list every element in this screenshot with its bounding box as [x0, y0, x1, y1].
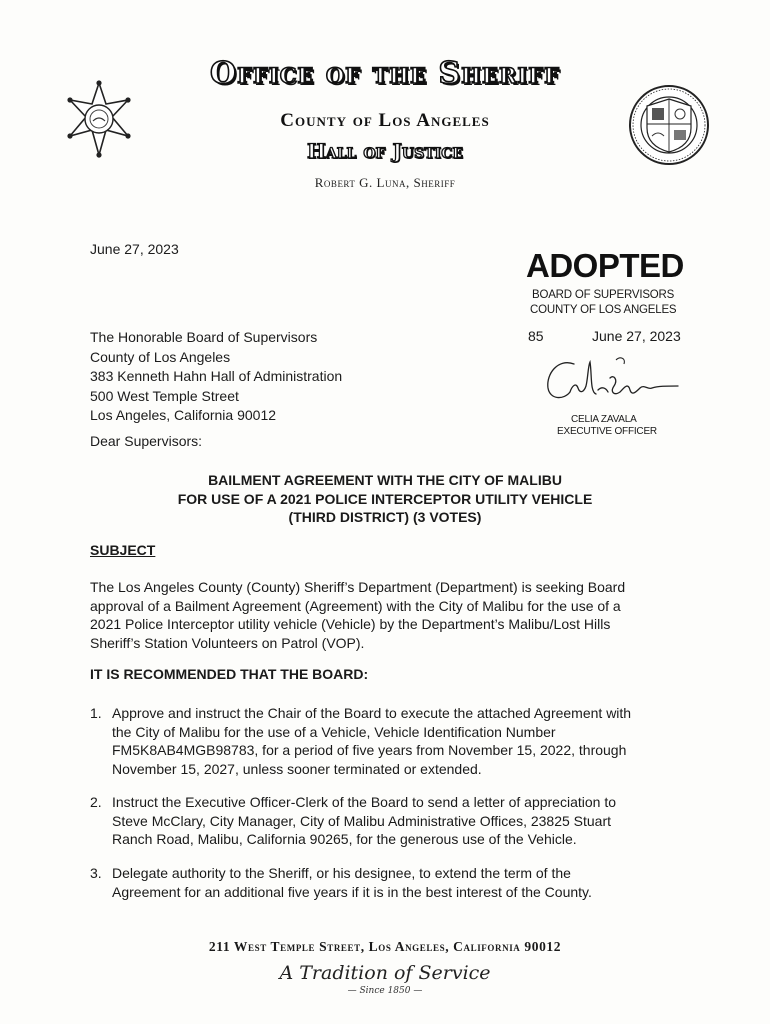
item-number: 1.	[90, 705, 102, 721]
item-line: November 15, 2027, unless sooner terminated or extended.	[112, 760, 482, 777]
subject-title-line: (THIRD DISTRICT) (3 VOTES)	[288, 509, 482, 525]
office-of-the-sheriff-heading: Office of the Sheriff	[209, 56, 561, 91]
paragraph-line: 2021 Police Interceptor utility vehicle (Vehicle) by the Department’s Malibu/Lost Hills	[90, 616, 611, 632]
item-line: Steve McClary, City Manager, City of Malibu Administrative Offices, 23825 Stuart	[112, 812, 612, 829]
subject-title	[90, 471, 680, 527]
subject-title-line: BAILMENT AGREEMENT WITH THE CITY OF MALIBU	[208, 472, 562, 488]
footer-since: — Since 1850 —	[347, 986, 423, 996]
sheriff-star-badge-icon	[62, 80, 136, 158]
addressee-line: County of Los Angeles	[90, 348, 231, 365]
recommendation-heading: IT IS RECOMMENDED THAT THE BOARD:	[90, 666, 369, 682]
paragraph-line: The Los Angeles County (County) Sheriff’s Department (Department) is seeking Board	[90, 579, 626, 595]
handwritten-signature	[518, 352, 688, 412]
addressee-block	[90, 328, 342, 426]
adopted-county-line: COUNTY OF LOS ANGELES	[530, 304, 677, 316]
item-line: Instruct the Executive Officer-Clerk of the Board to send a letter of appreciation to	[112, 794, 616, 810]
footer-address: 211 West Temple Street, Los Angeles, California 90012	[208, 939, 562, 954]
addressee-line: 383 Kenneth Hahn Hall of Administration	[90, 368, 343, 384]
subject-heading: SUBJECT	[90, 542, 156, 558]
adopted-label: ADOPTED	[526, 247, 684, 284]
letter-date: June 27, 2023	[90, 241, 179, 257]
addressee-line: Los Angeles, California 90012	[90, 407, 277, 423]
subject-title-line: FOR USE OF A 2021 POLICE INTERCEPTOR UTILITY VEHICLE	[177, 490, 593, 507]
paragraph-line: approval of a Bailment Agreement (Agreement) with the City of Malibu for the use of a	[90, 597, 621, 614]
salutation: Dear Supervisors:	[90, 433, 203, 449]
county-heading: County of Los Angeles	[280, 110, 490, 131]
subject-paragraph	[90, 578, 682, 652]
item-number: 3.	[90, 865, 102, 881]
item-line: the City of Malibu for the use of a Vehicle, Vehicle Identification Number	[112, 723, 556, 740]
hall-of-justice-heading: Hall of Justice	[306, 139, 464, 163]
adopted-board-line: BOARD OF SUPERVISORS	[532, 289, 675, 301]
item-line: Ranch Road, Malibu, California 90265, for the generous use of the Vehicle.	[112, 831, 577, 847]
item-line: Approve and instruct the Chair of the Board to execute the attached Agreement with	[112, 705, 632, 721]
item-number: 2.	[90, 794, 102, 810]
item-line: FM5K8AB4MGB98783, for a period of five years from November 15, 2022, through	[112, 742, 627, 758]
addressee-line: 500 West Temple Street	[90, 387, 239, 404]
county-seal-icon	[628, 84, 710, 166]
executive-officer-name: CELIA ZAVALA	[571, 414, 637, 425]
adopted-date: June 27, 2023	[592, 328, 681, 344]
footer-motto: A Tradition of Service	[279, 962, 491, 984]
item-line: Delegate authority to the Sheriff, or his designee, to extend the term of the	[112, 865, 571, 881]
paragraph-line: Sheriff’s Station Volunteers on Patrol (VOP).	[90, 634, 365, 651]
adopted-item-number: 85	[528, 328, 544, 344]
sheriff-name: Robert G. Luna, Sheriff	[314, 175, 456, 190]
item-line: Agreement for an additional five years if it is in the best interest of the County.	[112, 883, 592, 900]
addressee-line: The Honorable Board of Supervisors	[90, 329, 318, 345]
executive-officer-title: EXECUTIVE OFFICER	[557, 426, 657, 437]
